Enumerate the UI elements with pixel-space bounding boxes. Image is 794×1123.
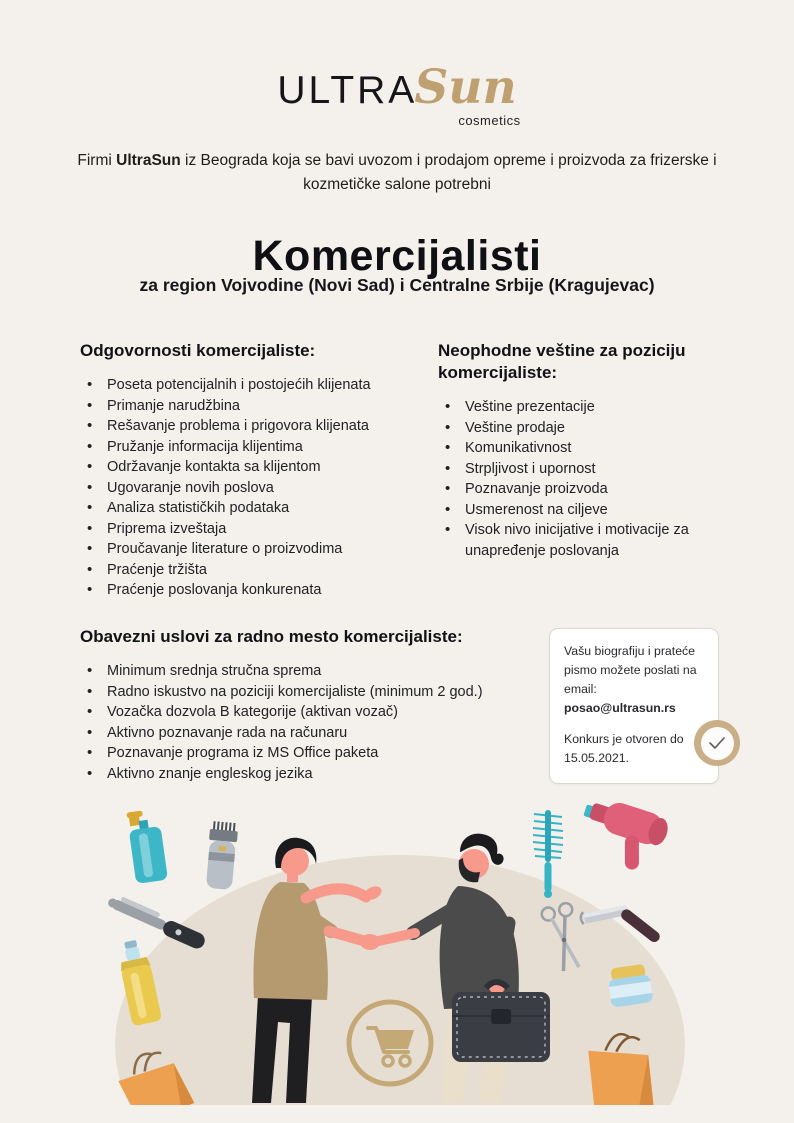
- logo-sun-script: Sun: [414, 60, 517, 115]
- intro-before-brand: Firmi: [77, 151, 117, 169]
- page-title: Komercijalisti: [252, 231, 542, 280]
- hair-clipper-icon: [205, 821, 239, 890]
- list-item: • Analiza statističkih podataka: [80, 498, 435, 519]
- list-item: • Primanje narudžbina: [80, 396, 435, 417]
- responsibilities-list: [80, 375, 435, 601]
- list-item: • Priprema izveštaja: [80, 519, 435, 540]
- responsibilities-heading: Odgovornosti komercijaliste:: [80, 341, 316, 360]
- list-item: • Rešavanje problema i prigovora klijenata: [80, 416, 435, 437]
- list-item: • Strpljivost i upornost: [438, 459, 723, 480]
- list-item: • Komunikativnost: [438, 438, 723, 459]
- intro-brand: UltraSun: [116, 151, 181, 169]
- list-item: • Održavanje kontakta sa klijentom: [80, 457, 435, 478]
- list-item: • Poseta potencijalnih i postojećih klijenata: [80, 375, 435, 396]
- illustration: [0, 790, 794, 1105]
- list-item: • Poznavanje proizvoda: [438, 479, 723, 500]
- requirements-heading: Obavezni uslovi za radno mesto komercijaliste:: [80, 627, 463, 646]
- note-email: posao@ultrasun.rs: [564, 701, 676, 715]
- list-item: • Aktivno znanje engleskog jezika: [80, 764, 550, 785]
- list-item: • Pružanje informacija klijentima: [80, 437, 435, 458]
- list-item: • Visok nivo inicijative i motivacije za unapređenje poslovanja: [438, 520, 723, 561]
- list-item: • Veštine prodaje: [438, 418, 723, 439]
- pump-bottle-icon: [126, 808, 168, 884]
- list-item: • Aktivno poznavanje rada na računaru: [80, 723, 550, 744]
- note-deadline-text: Konkurs je otvoren do 15.05.2021.: [564, 732, 684, 765]
- check-badge: [694, 720, 740, 766]
- list-item: • Radno iskustvo na poziciji komercijaliste (minimum 2 god.): [80, 682, 550, 703]
- logo-cosmetics-text: cosmetics: [458, 113, 521, 128]
- requirements-list: [80, 661, 550, 784]
- intro-after-brand: iz Beograda koja se bavi uvozom i prodajom opreme i proizvoda za frizerske i kozmetičke salone potrebni: [180, 151, 717, 193]
- list-item: • Proučavanje literature o proizvodima: [80, 539, 435, 560]
- list-item: • Poznavanje programa iz MS Office paketa: [80, 743, 550, 764]
- contact-note-box: [549, 628, 719, 784]
- skills-list: [438, 397, 723, 561]
- responsibilities-section: [80, 340, 435, 601]
- list-item: • Minimum srednja stručna sprema: [80, 661, 550, 682]
- check-icon: [701, 727, 734, 760]
- list-item: • Praćenje poslovanja konkurenata: [80, 580, 435, 601]
- intro-paragraph: [67, 149, 727, 197]
- skills-heading: Neophodne veštine za poziciju komercijaliste:: [438, 341, 686, 382]
- page-subtitle: za region Vojvodine (Novi Sad) i Centralne Srbije (Kragujevac): [139, 275, 655, 295]
- note-apply-text: [564, 642, 706, 718]
- list-item: • Veštine prezentacije: [438, 397, 723, 418]
- logo: [0, 60, 794, 128]
- list-item: • Praćenje tržišta: [80, 560, 435, 581]
- requirements-section: [80, 626, 550, 784]
- briefcase-icon: [452, 982, 550, 1062]
- logo-ultra-text: ULTRA: [277, 69, 418, 112]
- list-item: • Usmerenost na ciljeve: [438, 500, 723, 521]
- skills-section: [438, 340, 723, 561]
- list-item: • Vozačka dozvola B kategorije (aktivan vozač): [80, 702, 550, 723]
- list-item: • Ugovaranje novih poslova: [80, 478, 435, 499]
- hair-dryer-icon: [571, 793, 671, 879]
- note-before-email: Vašu biografiju i prateće pismo možete poslati na email:: [564, 644, 697, 696]
